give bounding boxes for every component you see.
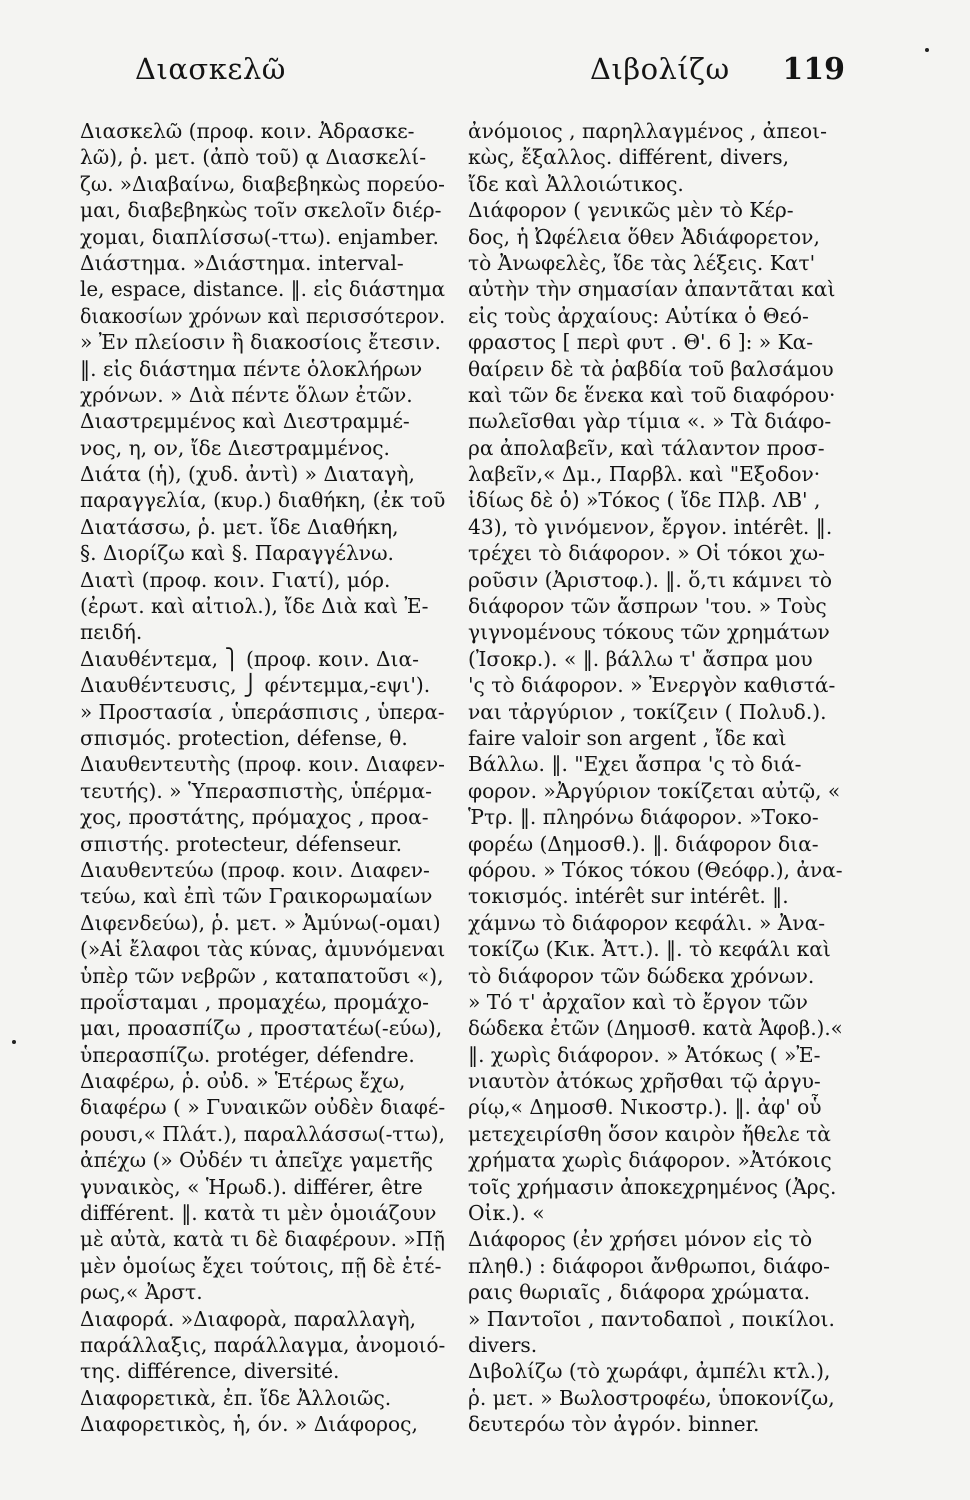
- text-line: Διαφορά. »Διαφορὰ, παραλλαγὴ,: [80, 1306, 417, 1331]
- text-line: (ἐρωτ. καὶ αἰτιολ.), ἴδε Διὰ καὶ Ἐ-: [80, 594, 429, 619]
- text-line: divers.: [468, 1332, 538, 1357]
- text-line: μὲ αὐτὰ, κατὰ τι δὲ διαφέρουν. »Πῇ: [80, 1227, 445, 1252]
- text-line: τευτής). » Ὑπερασπιστὴς, ὑπέρμα-: [80, 778, 432, 803]
- text-line: ρουσι,« Πλάτ.), παραλλάσσω(-ττω),: [80, 1121, 445, 1146]
- text-line: αὐτὴν τὴν σημασίαν ἀπαντᾶται καὶ: [468, 277, 836, 302]
- text-line: χρήματα χωρὶς διάφορον. »Ἀτόκοις: [468, 1148, 832, 1173]
- right-column: [468, 118, 843, 1438]
- text-line: le, espace, distance. ‖. εἰς διάστημα: [80, 277, 445, 302]
- text-line: χάμνω τὸ διάφορον κεφάλι. » Ἀνα-: [468, 910, 826, 935]
- text-line: χος, προστάτης, πρόμαχος , προα-: [80, 805, 429, 830]
- text-line: ‖. χωρὶς διάφορον. » Ἀτόκως ( »Ἐ-: [468, 1042, 821, 1067]
- header-left-guide-word: Διασκελῶ: [135, 52, 286, 86]
- text-line: Διαυθεντεύω (προφ. κοιν. Διαφεν-: [80, 857, 430, 882]
- text-line: της. différence, diversité.: [80, 1359, 340, 1384]
- text-line: ρίῳ,« Δημοσθ. Νικοστρ.). ‖. ἀφ' οὗ: [468, 1095, 822, 1120]
- text-line: faire valoir son argent , ἴδε καὶ: [468, 725, 787, 750]
- text-line: νος, η, ον, ἴδε Διεστραμμένος.: [80, 435, 390, 460]
- text-line: Διβολίζω (τὸ χωράφι, ἀμπέλι κτλ.),: [468, 1359, 831, 1384]
- text-line: σπισμός. protection, défense, θ.: [80, 725, 408, 750]
- text-line: πληθ.) : διάφοροι ἄνθρωποι, διάφο-: [468, 1253, 830, 1278]
- text-line: Διατὶ (προφ. κοιν. Γιατί), μόρ.: [80, 567, 391, 592]
- text-line: ρα ἀπολαβεῖν, καὶ τάλαντον προσ-: [468, 435, 825, 460]
- text-line: » Προστασία , ὑπεράσπισις , ὑπερα-: [80, 699, 445, 724]
- text-line: πωλεῖσθαι γὰρ τίμια «. » Τὰ διάφο-: [468, 409, 832, 434]
- text-line: εἰς τοὺς ἀρχαίους: Αὐτίκα ὁ Θεό-: [468, 303, 809, 328]
- text-line: μετεχειρίσθη ὅσον καιρὸν ἤθελε τὰ: [468, 1121, 831, 1146]
- text-line: Διαυθέντευσις, ⎭ φέντεμμα,-εψι').: [80, 673, 431, 698]
- text-line: ἰδίως δὲ ὁ) »Τόκος ( ἴδε Πλβ. ΛΒ' ,: [468, 488, 821, 513]
- text-line: τρέχει τὸ διάφορον. » Οἱ τόκοι χω-: [468, 541, 825, 566]
- text-line: ζω. »Διαβαίνω, διαβεβηκὼς πορεύο-: [80, 171, 445, 196]
- text-line: Διαυθεντευτὴς (προφ. κοιν. Διαφεν-: [80, 752, 445, 777]
- text-line: καὶ τῶν δε ἕνεκα καὶ τοῦ διαφόρου·: [468, 382, 836, 407]
- text-line: (Ἰσοκρ.). « ‖. βάλλω τ' ἄσπρα μου: [468, 646, 813, 671]
- text-line: ἴδε καὶ Ἀλλοιώτικος.: [468, 171, 684, 196]
- text-line: Διφενδεύω), ῥ. μετ. » Ἀμύνω(-ομαι): [80, 910, 441, 935]
- speck-mark: [12, 1040, 16, 1044]
- text-line: Διατάσσω, ῥ. μετ. ἴδε Διαθήκη,: [80, 514, 399, 539]
- text-line: μὲν ὁμοίως ἔχει τούτοις, πῇ δὲ ἑτέ-: [80, 1253, 442, 1278]
- header-right-guide-word: Διβολίζω: [590, 52, 730, 86]
- text-line: ρως,« Ἀρστ.: [80, 1280, 203, 1305]
- text-line: μαι, διαβεβηκὼς τοῖν σκελοῖν διέρ-: [80, 198, 442, 223]
- text-line: ὑπερασπίζω. protéger, défendre.: [80, 1042, 415, 1067]
- text-line: ῥ. μετ. » Βωλοστροφέω, ὑποκονίζω,: [468, 1385, 835, 1410]
- text-line: ναι τἀργύριον , τοκίζειν ( Πολυδ.).: [468, 699, 827, 724]
- text-line: τοκισμός. intérêt sur intérêt. ‖.: [468, 884, 789, 909]
- text-line: θαίρειν δὲ τὰ ῥαβδία τοῦ βαλσάμου: [468, 356, 834, 381]
- text-line: ροῦσιν (Ἀριστοφ.). ‖. ὅ,τι κάμνει τὸ: [468, 567, 833, 592]
- text-line: différent. ‖. κατὰ τι μὲν ὁμοιάζουν: [80, 1201, 437, 1226]
- text-line: διαφέρω ( » Γυναικῶν οὐδὲν διαφέ-: [80, 1095, 445, 1120]
- text-line: διάφορον τῶν ἄσπρων 'του. » Τοὺς: [468, 594, 827, 619]
- text-line: 43), τὸ γινόμενον, ἔργον. intérêt. ‖.: [468, 514, 833, 539]
- text-line: προΐσταμαι , προμαχέω, προμάχο-: [80, 989, 429, 1014]
- text-line: λῶ), ῥ. μετ. (ἀπὸ τοῦ) ᾳ Διασκελί-: [80, 145, 427, 170]
- text-line: 'ς τὸ διάφορον. » Ἐνεργὸν καθιστά-: [468, 673, 836, 698]
- text-line: χρόνων. » Διὰ πέντε ὅλων ἐτῶν.: [80, 382, 413, 407]
- text-line: δευτερόω τὸν ἀγρόν. binner.: [468, 1412, 760, 1437]
- text-line: νιαυτὸν ἀτόκως χρῆσθαι τῷ ἀργυ-: [468, 1069, 821, 1094]
- text-line: §. Διορίζω καὶ §. Παραγγέλνω.: [80, 541, 394, 566]
- text-line: » Παντοῖοι , παντοδαποὶ , ποικίλοι.: [468, 1306, 835, 1331]
- text-line: Διαυθέντεμα, ⎫ (προφ. κοιν. Δια-: [80, 646, 419, 671]
- text-line: φορον. »Ἀργύριον τοκίζεται αὐτῷ, «: [468, 778, 841, 803]
- text-line: Διαφέρω, ῥ. οὐδ. » Ἑτέρως ἔχω,: [80, 1069, 406, 1094]
- text-line: Διάφορον ( γενικῶς μὲν τὸ Κέρ-: [468, 198, 794, 223]
- text-line: » Τό τ' ἀρχαῖον καὶ τὸ ἔργον τῶν: [468, 989, 808, 1014]
- speck-mark: [925, 48, 929, 52]
- text-line: σπιστής. protecteur, défenseur.: [80, 831, 403, 856]
- text-line: Οἰκ.). «: [468, 1201, 545, 1226]
- text-line: ‖. εἰς διάστημα πέντε ὁλοκλήρων: [80, 356, 423, 381]
- text-line: φορέω (Δημοσθ.). ‖. διάφορον δια-: [468, 831, 819, 856]
- text-line: Βάλλω. ‖. "Εχει ἄσπρα 'ς τὸ διά-: [468, 752, 802, 777]
- text-line: γιγνομένους τόκους τῶν χρημάτων: [468, 620, 830, 645]
- text-line: γυναικὸς, « Ἡρωδ.). différer, être: [80, 1174, 423, 1199]
- text-line: Διάφορος (ἐν χρήσει μόνον εἰς τὸ: [468, 1227, 813, 1252]
- text-line: τοῖς χρήμασιν ἀποκεχρημένος (Ἀρς.: [468, 1174, 837, 1199]
- text-line: λαβεῖν,« Δμ., Παρβλ. καὶ "Εξοδον·: [468, 462, 821, 487]
- text-line: τὸ διάφορον τῶν δώδεκα χρόνων.: [468, 963, 815, 988]
- text-line: (»Αἱ ἔλαφοι τὰς κύνας, ἀμυνόμεναι: [80, 937, 445, 962]
- text-line: Διάτα (ἡ), (χυδ. ἀντὶ) » Διαταγὴ,: [80, 462, 415, 487]
- text-line: Διασκελῶ (προφ. κοιν. Ἀδρασκε-: [80, 119, 415, 143]
- text-line: δώδεκα ἐτῶν (Δημοσθ. κατὰ Ἀφοβ.).«: [468, 1016, 843, 1041]
- text-line: Ῥτρ. ‖. πληρόνω διάφορον. »Τοκο-: [468, 805, 819, 830]
- page-header: [135, 52, 845, 102]
- text-line: τοκίζω (Κικ. Ἀττ.). ‖. τὸ κεφάλι καὶ: [468, 937, 831, 962]
- text-line: » Ἐν πλείοσιν ἢ διακοσίοις ἔτεσιν.: [80, 330, 441, 355]
- text-line: ὑπὲρ τῶν νεβρῶν , καταπατοῦσι «),: [80, 963, 444, 988]
- page-number: 119: [782, 52, 845, 87]
- text-line: ἀνόμοιος , παρηλλαγμένος , ἀπεοι-: [468, 119, 827, 143]
- text-line: Διάστημα. »Διάστημα. interval-: [80, 250, 404, 275]
- text-line: ραις θωριαῖς , διάφορα χρώματα.: [468, 1280, 811, 1305]
- text-line: Διαστρεμμένος καὶ Διεστραμμέ-: [80, 409, 410, 434]
- text-line: τεύω, καὶ ἐπὶ τῶν Γραικορωμαίων: [80, 884, 433, 909]
- text-line: πειδή.: [80, 620, 143, 645]
- text-line: Διαφορετικὰ, ἐπ. ἴδε Ἀλλοιῶς.: [80, 1385, 392, 1410]
- text-line: φόρου. » Τόκος τόκου (Θεόφρ.), ἀνα-: [468, 857, 843, 882]
- text-line: παράλλαξις, παράλλαγμα, ἀνομοιό-: [80, 1332, 445, 1357]
- text-line: μαι, προασπίζω , προστατέω(-εύω),: [80, 1016, 443, 1041]
- text-line: κὼς, ἔξαλλος. différent, divers,: [468, 145, 790, 170]
- text-line: δος, ἡ Ὠφέλεια ὅθεν Ἀδιάφορετον,: [468, 224, 820, 249]
- left-column: [80, 118, 445, 1438]
- text-line: παραγγελία, (κυρ.) διαθήκη, (ἐκ τοῦ: [80, 488, 445, 513]
- text-line: χομαι, διαπλίσσω(-ττω). enjamber.: [80, 224, 439, 249]
- text-line: τὸ Ἀνωφελὲς, ἴδε τὰς λέξεις. Κατ': [468, 250, 816, 275]
- text-line: φραστος [ περὶ φυτ . Θ'. 6 ]: » Κα-: [468, 330, 814, 355]
- text-line: ἀπέχω (» Οὐδέν τι ἀπεῖχε γαμετῆς: [80, 1148, 433, 1173]
- text-line: Διαφορετικὸς, ἡ, όν. » Διάφορος,: [80, 1412, 418, 1437]
- text-line: διακοσίων χρόνων καὶ περισσότερον.: [80, 303, 445, 328]
